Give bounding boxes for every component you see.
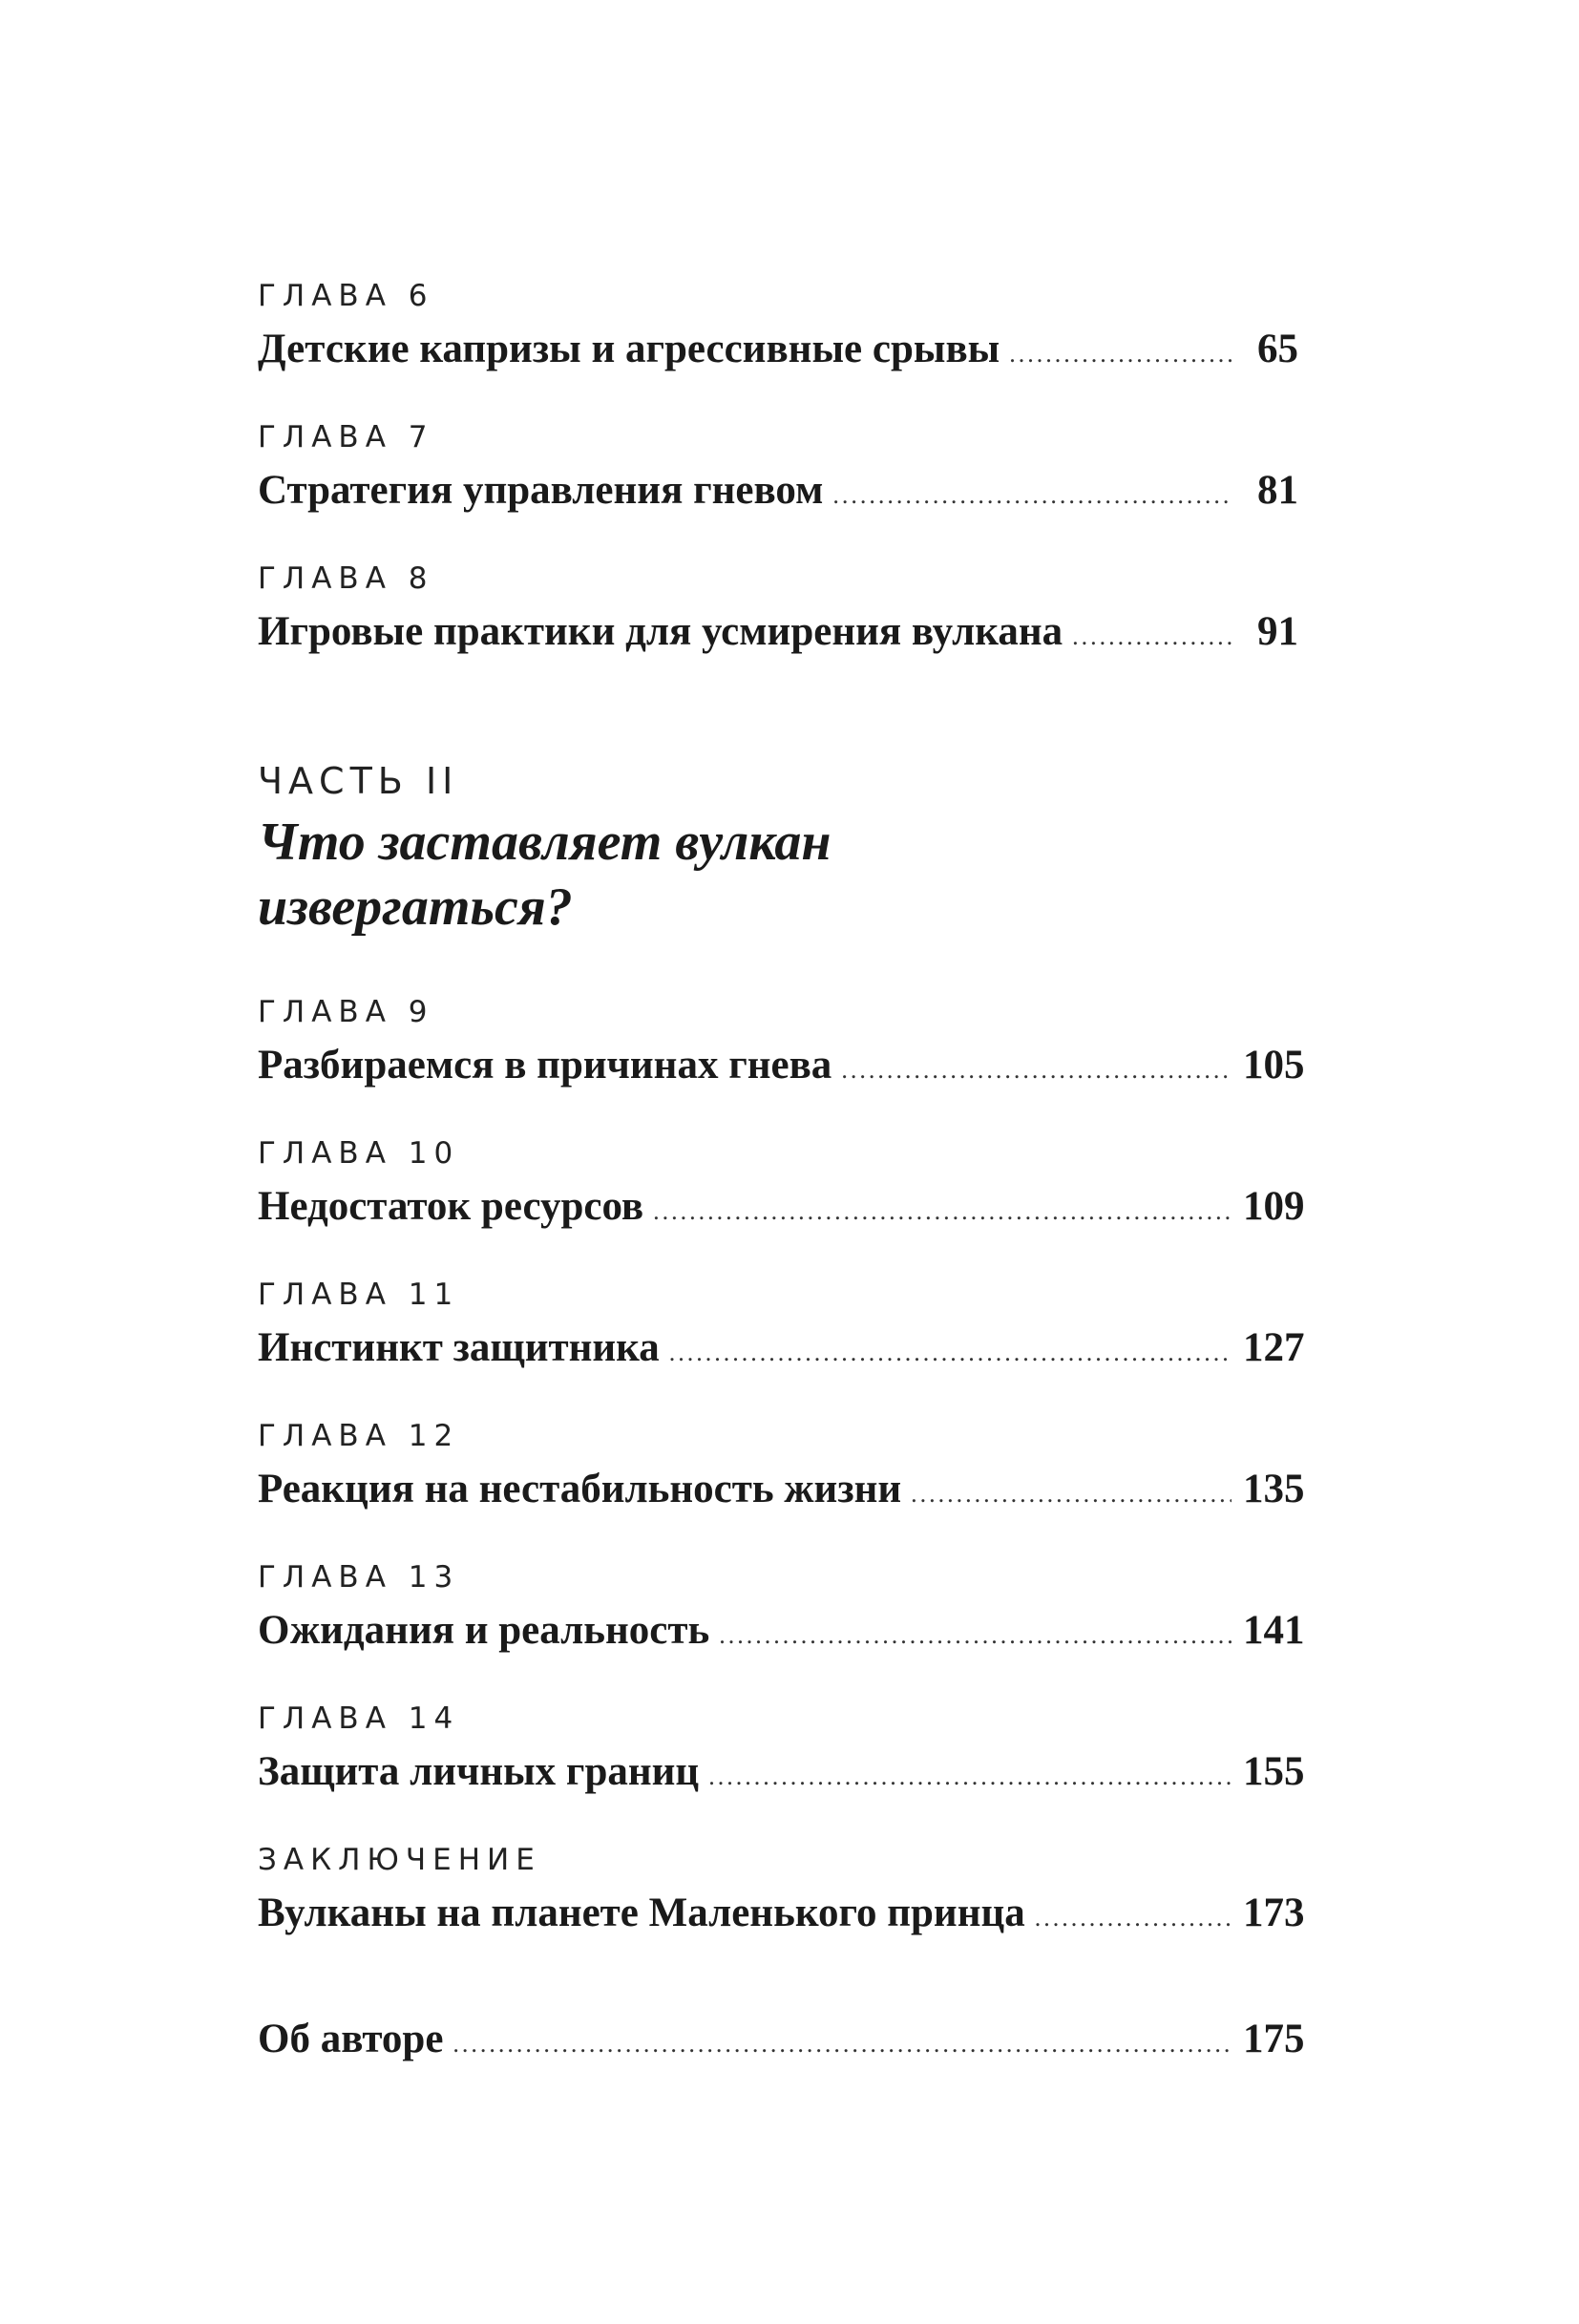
toc-entry-about-author[interactable] xyxy=(258,2011,1305,2068)
chapter-title: Реакция на нестабильность жизни xyxy=(258,1467,902,1511)
chapter-title: Разбираемся в причинах гнева xyxy=(258,1043,832,1088)
part-heading xyxy=(258,758,1298,940)
dot-leader xyxy=(1035,1890,1232,1947)
toc-entry-chapter-7[interactable] xyxy=(258,418,1298,519)
chapter-entry[interactable] xyxy=(258,1461,1305,1518)
chapter-entry[interactable] xyxy=(258,462,1298,519)
chapter-label: ГЛАВА 11 xyxy=(258,1278,460,1312)
toc-entry-chapter-6[interactable] xyxy=(258,277,1298,378)
chapter-label: ГЛАВА 9 xyxy=(258,995,434,1029)
toc-entry-chapter-11[interactable] xyxy=(258,1276,1305,1377)
chapter-title: Об авторе xyxy=(258,2017,444,2061)
dot-leader xyxy=(911,1466,1232,1523)
toc-entry-chapter-12[interactable] xyxy=(258,1417,1305,1518)
chapter-label: ГЛАВА 13 xyxy=(258,1560,460,1595)
page-number: 65 xyxy=(1257,327,1298,371)
page-number: 105 xyxy=(1243,1043,1305,1088)
page-number: 127 xyxy=(1243,1325,1305,1370)
chapter-entry[interactable] xyxy=(258,603,1298,661)
chapter-title: Защита личных границ xyxy=(258,1749,700,1794)
dot-leader xyxy=(841,1042,1232,1099)
toc-entry-chapter-14[interactable] xyxy=(258,1700,1305,1801)
chapter-label: ГЛАВА 6 xyxy=(258,279,434,313)
dot-leader xyxy=(1072,608,1232,666)
chapter-title: Игровые практики для усмирения вулкана xyxy=(258,609,1063,654)
chapter-title: Инстинкт защитника xyxy=(258,1325,660,1370)
part-label: ЧАСТЬ II xyxy=(258,760,459,802)
part-title: Что заставляет вулкан извергаться? xyxy=(258,813,832,937)
dot-leader xyxy=(653,1183,1232,1240)
chapter-title: Недостаток ресурсов xyxy=(258,1184,644,1229)
dot-leader xyxy=(453,2016,1232,2073)
chapter-label: ГЛАВА 12 xyxy=(258,1419,460,1453)
page-number: 81 xyxy=(1257,468,1298,513)
page-number: 175 xyxy=(1243,2017,1305,2061)
chapter-label: ГЛАВА 7 xyxy=(258,420,434,454)
chapter-label: ГЛАВА 8 xyxy=(258,561,434,596)
chapter-label: ГЛАВА 14 xyxy=(258,1701,460,1736)
toc-entry-conclusion[interactable] xyxy=(258,1841,1305,1942)
chapter-label: ЗАКЛЮЧЕНИЕ xyxy=(258,1843,541,1877)
chapter-title: Ожидания и реальность xyxy=(258,1608,710,1653)
dot-leader xyxy=(708,1748,1232,1806)
page-number: 173 xyxy=(1243,1891,1305,1935)
chapter-title: Вулканы на планете Маленького принца xyxy=(258,1891,1025,1935)
dot-leader xyxy=(669,1324,1232,1382)
dot-leader xyxy=(1009,326,1232,383)
page-number: 135 xyxy=(1243,1467,1305,1511)
toc-entry-chapter-9[interactable] xyxy=(258,993,1305,1094)
chapter-entry[interactable] xyxy=(258,1885,1305,1942)
chapter-entry[interactable] xyxy=(258,321,1298,378)
chapter-title: Стратегия управления гневом xyxy=(258,468,824,513)
page-number: 155 xyxy=(1243,1749,1305,1794)
toc-entry-chapter-10[interactable] xyxy=(258,1134,1305,1236)
chapter-entry[interactable] xyxy=(258,2011,1305,2068)
page-number: 91 xyxy=(1257,609,1298,654)
chapter-entry[interactable] xyxy=(258,1602,1305,1659)
chapter-entry[interactable] xyxy=(258,1178,1305,1236)
dot-leader xyxy=(719,1607,1232,1664)
chapter-label: ГЛАВА 10 xyxy=(258,1136,460,1171)
page-number: 141 xyxy=(1243,1608,1305,1653)
chapter-entry[interactable] xyxy=(258,1320,1305,1377)
table-of-contents xyxy=(258,277,1305,2068)
page-number: 109 xyxy=(1243,1184,1305,1229)
toc-entry-chapter-13[interactable] xyxy=(258,1558,1305,1659)
chapter-title: Детские капризы и агрессивные срывы xyxy=(258,327,1000,371)
dot-leader xyxy=(832,467,1232,524)
chapter-entry[interactable] xyxy=(258,1037,1305,1094)
toc-entry-chapter-8[interactable] xyxy=(258,560,1298,661)
chapter-entry[interactable] xyxy=(258,1743,1305,1801)
